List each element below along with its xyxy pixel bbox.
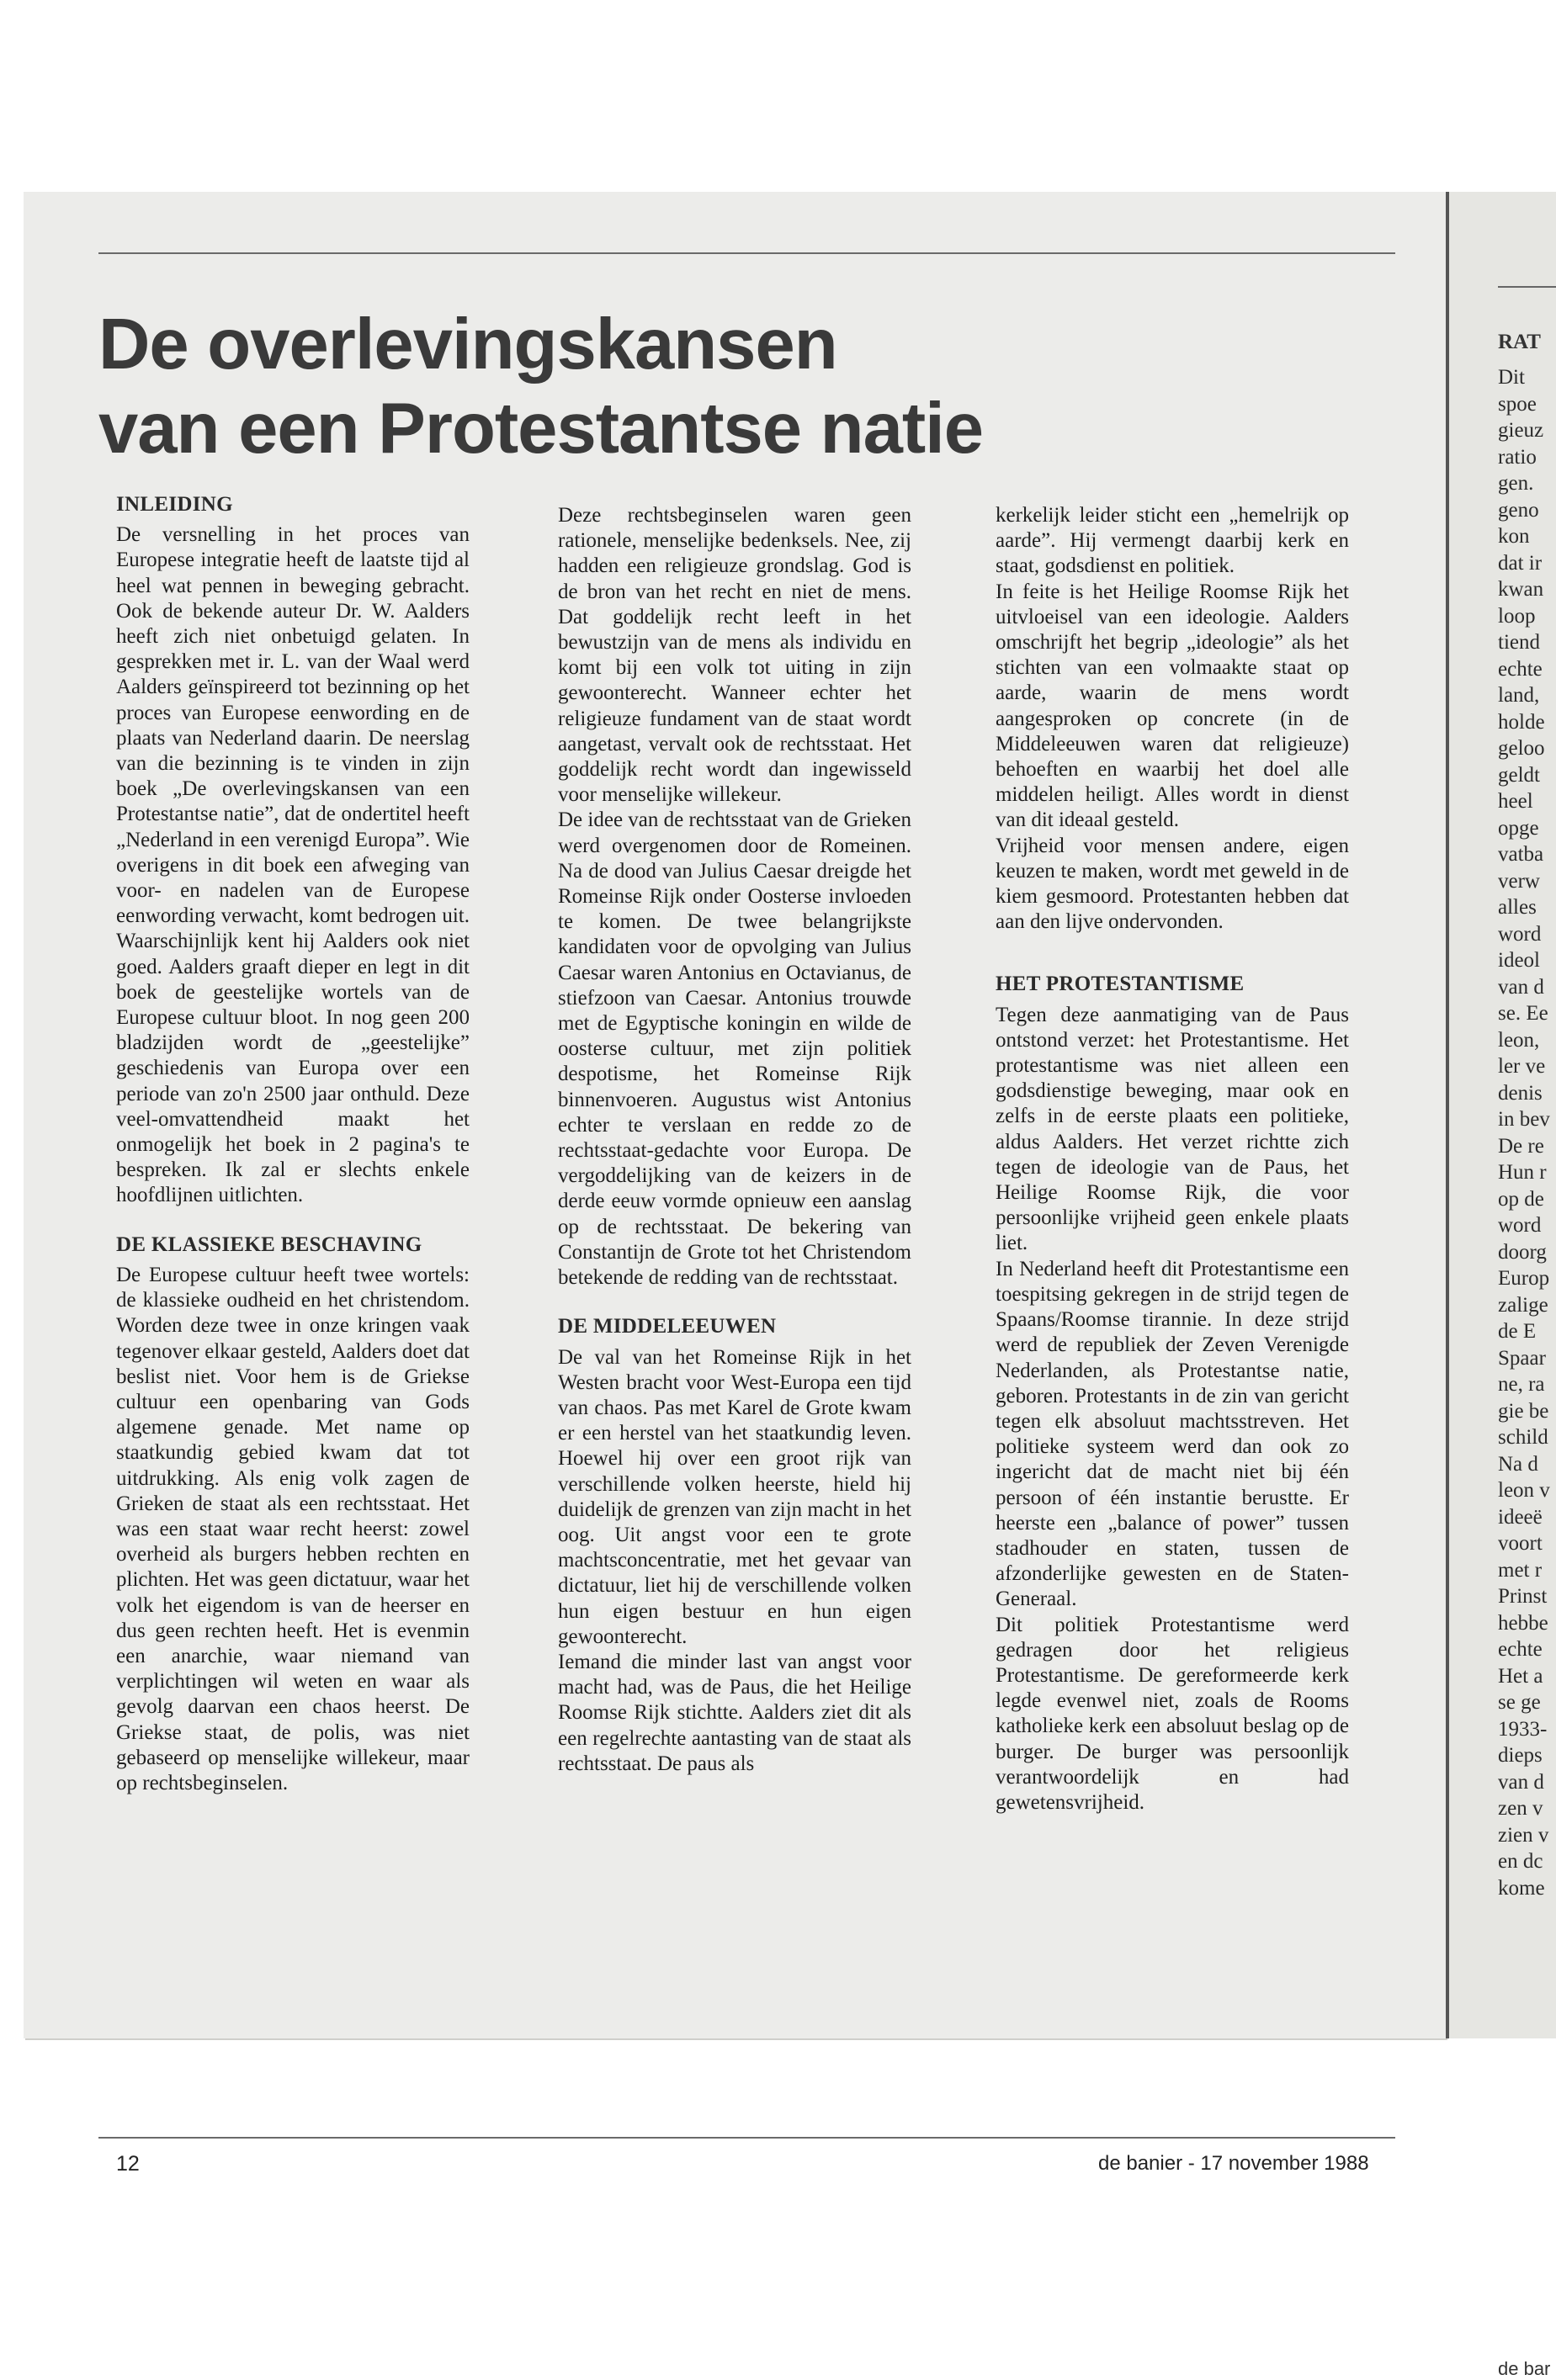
section-heading-inleiding: INLEIDING [116, 493, 233, 516]
paragraph: De val van het Romeinse Rijk in het Westen bracht voor West-Europa een tijd van chaos. Pas met Karel de Grote kwam er een herstel van het staatkundig leven. Hoewel hij over een groot rijk van verschillende volken heerste, hield hij duidelijk de grenzen van zijn macht in het oog. Uit angst voor een te grote machtsconcentratie, met het gevaar van dictatuur, liet hij de verschillende volken hun eigen bestuur en hun eigen gewoonterecht. [558, 1345, 911, 1648]
title-line-1: De overlevingskansen [98, 305, 837, 384]
publication-footer: de banier - 17 november 1988 [1098, 2152, 1369, 2175]
top-rule [98, 252, 1395, 254]
paragraph: Iemand die minder last van angst voor macht had, was de Paus, die het Heilige Roomse Rijk stichtte. Aalders ziet dit als een regelrechte aantasting van de staat als rechtsstaat. De paus als [558, 1650, 911, 1775]
paragraph: De Europese cultuur heeft twee wortels: de klassieke oudheid en het christendom. Worden deze twee in onze kringen vaak tegenover elkaar gesteld, Aalders doet dat beslist niet. Voor hem is de Griekse cultuur een openbaring van Gods algemene genade. Met name op staatkundig gebied kwam dat tot uitdrukking. Als enig volk zagen de Grieken de staat als een rechtsstaat. Het was een staat waar recht heerst: zowel overheid als burgers hebben rechten en plichten. Het was geen dictatuur, waar het volk het eigendom is van de heerser en dus geen rechten heeft. Het is evenmin een anarchie, waar niemand van verplichtingen wil weten en waar als gevolg daarvan een chaos heerst. De Griekse staat, de polis, was niet gebaseerd op menselijke willekeur, maar op rechtsbeginselen. [116, 1263, 470, 1794]
section-heading-middeleeuwen: DE MIDDELEEUWEN [558, 1315, 777, 1338]
facing-top-rule [1498, 286, 1556, 288]
paragraph: In Nederland heeft dit Protestantisme een toespitsing gekregen in de strijd tegen de Spaans/Roomse tirannie. In deze strijd werd de republiek der Zeven Verenigde Nederlanden, als Protestantse natie, geboren. Protestants in de zin van gericht tegen elk absoluut machtsstreven. Het politieke systeem werd dan ook zo ingericht dat de macht niet bij één persoon of één instantie berustte. Er heerste een „balance of power” tussen stadhouder en staten, tussen de afzonderlijke gewesten en de Staten-Generaal. [996, 1257, 1349, 1611]
facing-text-fragments: Dit spoe gieuz ratio gen. geno kon dat ir kwan loop tiend echte land, holde geloo geldt heel opge vatba verw alles word ideol van d se. Ee leon, ler ve denis in bev De re Hun r op de word doorg Europ zalige de E Spaar ne, ra gie be schild Na d leon v ideeë voort met r Prinst hebbe echte Het a se ge 1933- dieps van d zen v zien v en dc kome [1498, 366, 1550, 1900]
paragraph: In feite is het Heilige Roomse Rijk het uitvloeisel van een ideologie. Aalders omschrijft het begrip „ideologie” als het stichten van een volmaakte staat op aarde, waarin de mens wordt aangesproken op concrete (in de Middeleeuwen waren dat religieuze) behoeften en waarbij het doel alle middelen heiligt. Alles wordt in dienst van dit ideaal gesteld. [996, 580, 1349, 832]
article-title [98, 303, 1361, 471]
paragraph: Deze rechtsbeginselen waren geen rationele, menselijke bedenksels. Nee, zij hadden een religieuze grondslag. God is de bron van het recht en niet de mens. Dat goddelijk recht leeft in het bewustzijn van de mens als individu en komt bij een volk tot uiting in zijn gewoonterecht. Wanneer echter het religieuze fundament van de staat wordt aangetast, vervalt ook de rechtsstaat. Het goddelijk recht wordt dan ingewisseld voor menselijke willekeur. [558, 504, 911, 807]
paragraph: Tegen deze aanmatiging van de Paus ontstond verzet: het Protestantisme. Het protestantisme was niet alleen een godsdienstige beweging, maar ook en zelfs in de eerste plaats een politieke, aldus Aalders. Het verzet richtte zich tegen de ideologie van de Paus, het Heilige Roomse Rijk, die voor persoonlijke vrijheid geen enkele plaats liet. [996, 1003, 1349, 1255]
facing-heading: RAT [1498, 331, 1541, 353]
column-1 [116, 492, 470, 1796]
page-number: 12 [116, 2152, 140, 2176]
column-2 [558, 503, 911, 1777]
paragraph: Vrijheid voor mensen andere, eigen keuzen te maken, wordt met geweld in de kiem gesmoord. Protestanten hebben dat aan den lijve ondervonden. [996, 834, 1349, 934]
section-heading-protestantisme: HET PROTESTANTISME [996, 973, 1245, 996]
facing-page [1446, 192, 1556, 2379]
paragraph: Dit politiek Protestantisme werd gedragen door het religieus Protestantisme. De gereformeerde kerk legde evenwel niet, zoals de Rooms katholieke kerk een absoluut beslag op de burger. De burger was persoonlijk verantwoordelijk en had gewetensvrijheid. [996, 1613, 1349, 1814]
bottom-rule [98, 2137, 1395, 2139]
paragraph: kerkelijk leider sticht een „hemelrijk op aarde”. Hij vermengt daarbij kerk en staat, godsdienst en politiek. [996, 504, 1349, 578]
title-line-2: van een Protestantse natie [98, 389, 984, 469]
paragraph: De versnelling in het proces van Europese integratie heeft de laatste tijd al heel wat pennen in beweging gebracht. Ook de bekende auteur Dr. W. Aalders heeft zich niet onbetuigd gelaten. In gesprekken met ir. L. van der Waal werd Aalders geïnspireerd tot bezinning op het proces van Europese eenwording en de plaats van Nederland daarin. De neerslag van die bezinning is te vinden in zijn boek „De overlevingskansen van een Protestantse natie”, dat de ondertitel heeft „Nederland in een verenigd Europa”. Wie overigens in dit boek een afweging van voor- en nadelen van de Europese eenwording verwacht, komt bedrogen uit. Waarschijnlijk kent hij Aalders ook niet goed. Aalders graaft dieper en legt in dit boek de geestelijke wortels van de Europese cultuur bloot. In nog geen 200 bladzijden wordt de „geestelijke” geschiedenis van Europa over een periode van zo'n 2500 jaar onthuld. Deze veel-omvattendheid maakt het onmogelijk het boek in 2 pagina's te bespreken. Ik zal er slechts enkele hoofdlijnen uitlichten. [116, 523, 470, 1207]
column-3 [996, 503, 1349, 1815]
section-heading-klassieke-beschaving: DE KLASSIEKE BESCHAVING [116, 1232, 422, 1256]
paragraph: De idee van de rechtsstaat van de Grieken werd overgenomen door de Romeinen. Na de dood van Julius Caesar dreigde het Romeinse Rijk onder Oosterse invloeden te komen. De twee belangrijkste kandidaten voor de opvolging van Julius Caesar waren Antonius en Octavianus, de stiefzoon van Caesar. Antonius trouwde met de Egyptische koningin en wilde de oosterse cultuur, met zijn politiek despotisme, het Romeinse Rijk binnenvoeren. Augustus wist Antonius echter te verslaan en redde zo de rechtsstaat-gedachte voor Europa. De vergoddelijking van de keizers in de derde eeuw vormde opnieuw een aanslag op de rechtsstaat. De bekering van Constantijn de Grote tot het Christendom betekende de redding van de rechtsstaat. [558, 808, 911, 1290]
facing-footer: de bar [1498, 2358, 1551, 2379]
